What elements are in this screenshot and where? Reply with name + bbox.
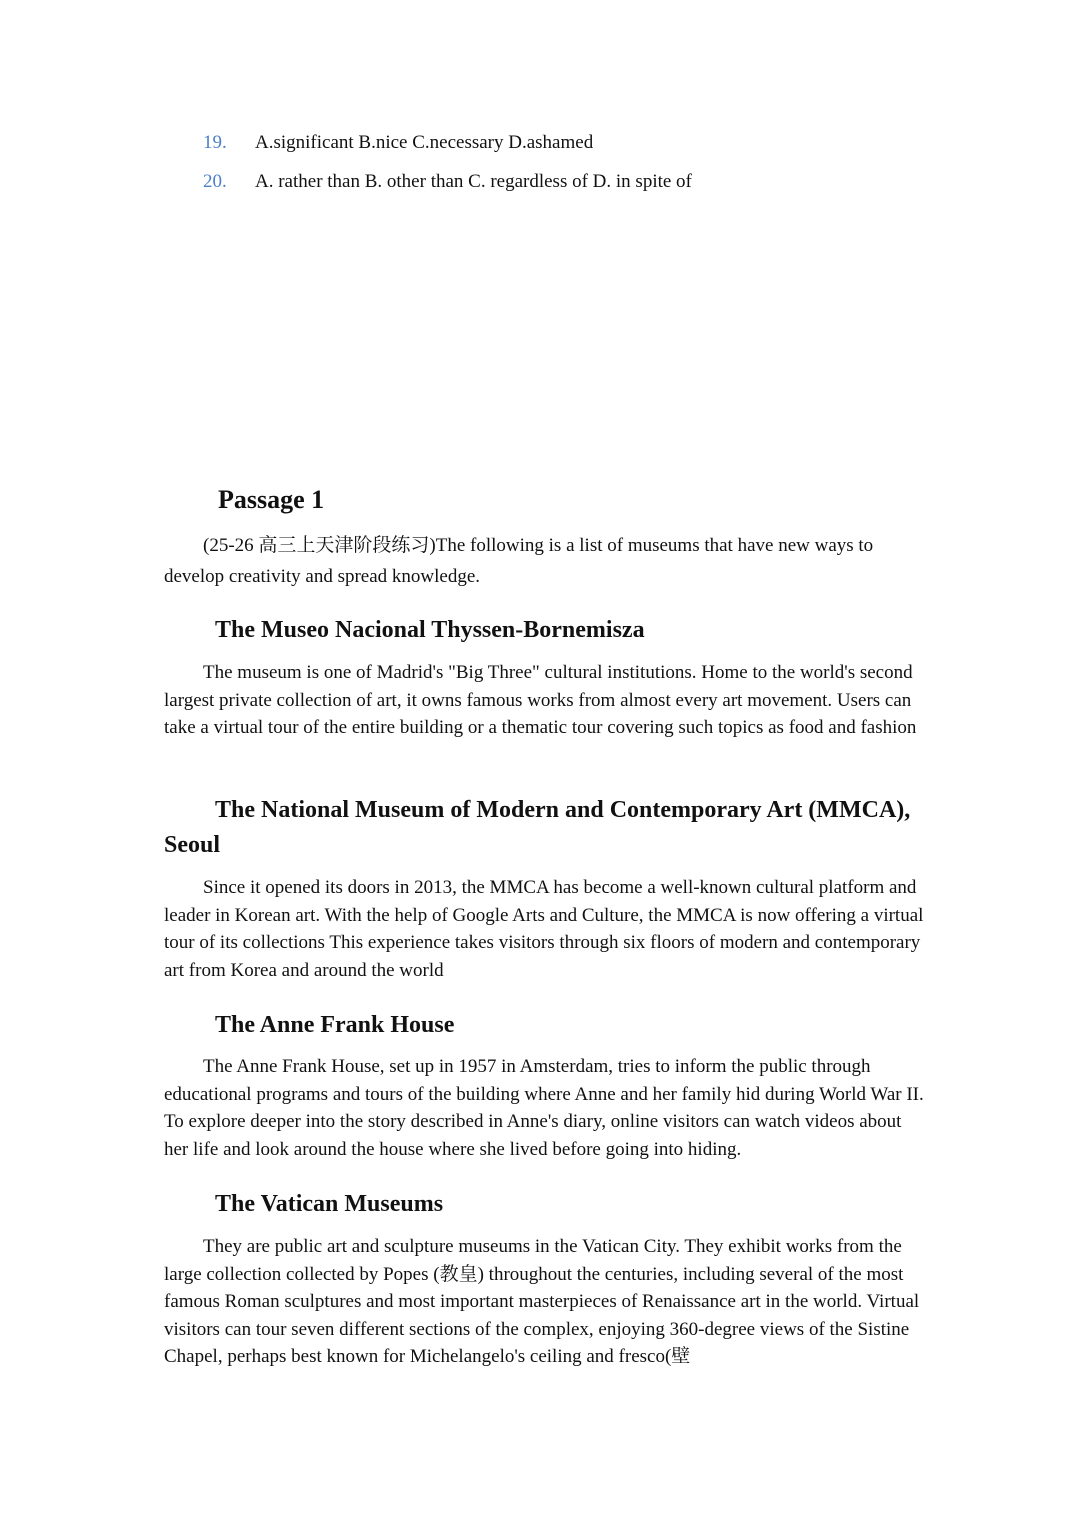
passage-intro: (25-26 高三上天津阶段练习)The following is a list of museums that have new ways to develop creativity and spread knowledge. — [164, 535, 874, 587]
question-number: 20. — [203, 171, 227, 192]
question-20 — [203, 170, 692, 194]
question-number: 19. — [203, 132, 227, 153]
section-heading-mmca: The National Museum of Modern and Contemporary Art (MMCA), Seoul — [164, 797, 911, 858]
section-heading-vatican: The Vatican Museums — [215, 1191, 444, 1217]
section-heading-anne-frank: The Anne Frank House — [215, 1012, 455, 1038]
passage-title: Passage 1 — [218, 485, 325, 514]
question-options: A. rather than B. other than C. regardless of D. in spite of — [255, 171, 692, 192]
section-body-anne-frank: The Anne Frank House, set up in 1957 in Amsterdam, tries to inform the public through educational programs and tours of the building where Anne and her family hid during World War II. To explore deeper into the story described in Anne's diary, online visitors can watch videos about her life and look around the house where she lived before going into hiding. — [164, 1056, 924, 1160]
section-body-thyssen: The museum is one of Madrid's "Big Three" cultural institutions. Home to the world's second largest private collection of art, it owns famous works from almost every art movement. Users can take a virtual tour of the entire building or a thematic tour covering such topics as food and fashion — [164, 662, 917, 739]
section-heading-thyssen: The Museo Nacional Thyssen-Bornemisza — [215, 617, 645, 643]
question-options: A.significant B.nice C.necessary D.ashamed — [255, 132, 594, 153]
section-body-vatican: They are public art and sculpture museums in the Vatican City. They exhibit works from the large collection collected by Popes (教皇) throughout the centuries, including several of the most famous Roman sculptures and most important masterpieces of Renaissance art in the world. Virtual visitors can tour seven different sections of the complex, enjoying 360-degree views of the Sistine Chapel, perhaps best known for Michelangelo's ceiling and fresco(壁 — [164, 1236, 920, 1368]
question-19 — [203, 131, 593, 155]
section-body-mmca: Since it opened its doors in 2013, the MMCA has become a well-known cultural platform and leader in Korean art. With the help of Google Arts and Culture, the MMCA is now offering a virtual tour of its collections This experience takes visitors through six floors of modern and contemporary art from Korea and around the world — [164, 877, 924, 981]
